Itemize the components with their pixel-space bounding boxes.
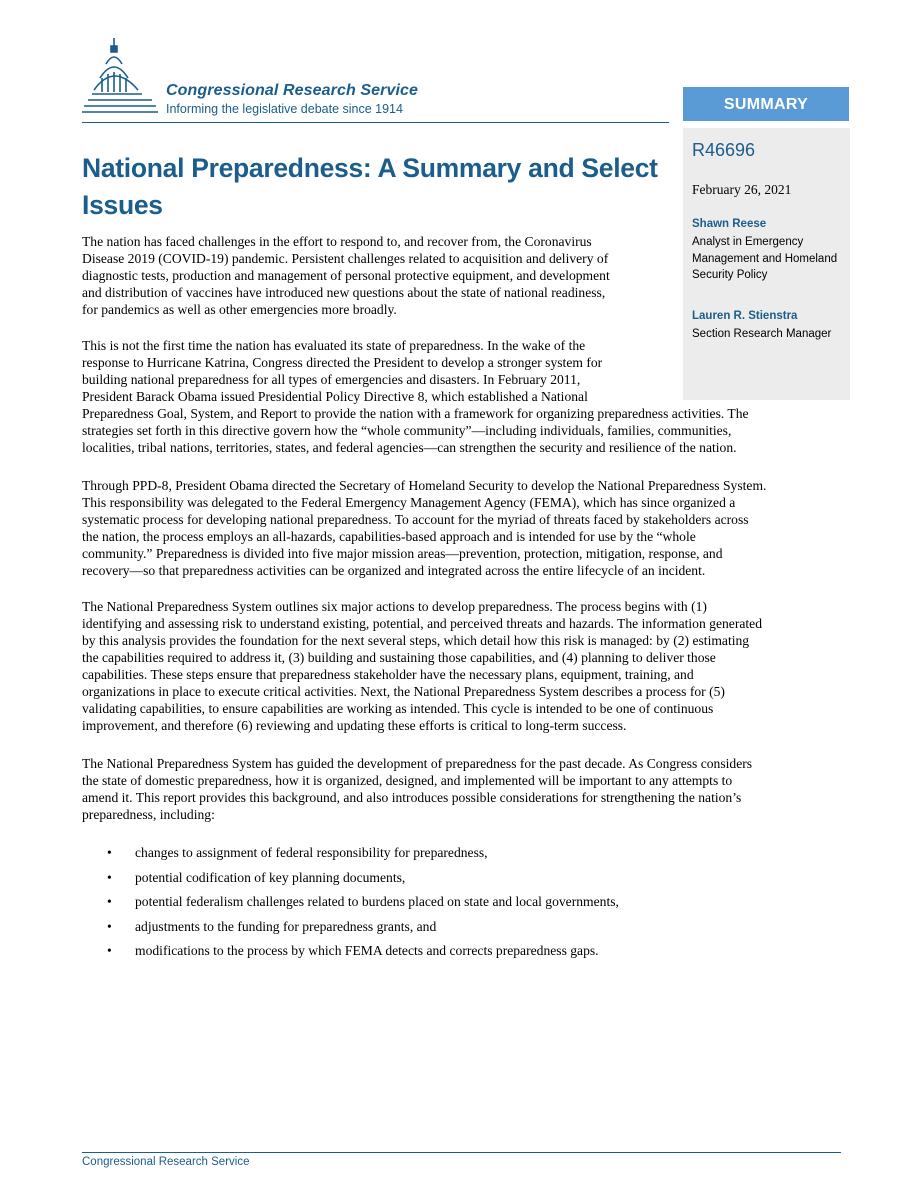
considerations-list (82, 844, 619, 967)
header-divider (82, 122, 669, 123)
bullet-icon: • (107, 894, 112, 909)
report-date: February 26, 2021 (692, 182, 792, 197)
summary-tab: SUMMARY (683, 87, 849, 121)
author-title: Analyst in Emergency Management and Homeland Security Policy (692, 236, 838, 281)
author-title: Section Research Manager (692, 328, 832, 340)
list-item: • adjustments to the funding for preparedness grants, and (107, 918, 437, 934)
bullet-icon: • (107, 918, 112, 934)
paragraph: The National Preparedness System outlines six major actions to develop preparedness. The process begins with (1) identifying and assessing risk to understand existing, potential, and perceived threats and hazards. The information generated by this analysis provides the foundation for the next several steps, which detail how this risk is managed: by (2) estimating the capabilities required to address it, (3) building and sustaining those capabilities, and (4) planning to deliver those capabilities. These steps ensure that preparedness stakeholder have the necessary plans, equipment, training, and organizations in place to execute critical activities. Next, the National Preparedness System describes a process for (5) validating capabilities, to ensure capabilities are working as intended. This cycle is intended to be one of continuous improvement, and therefore (6) reviewing and updating these efforts is critical to long-term success. (82, 599, 762, 733)
bullet-icon: • (107, 943, 112, 958)
footer-divider (82, 1152, 841, 1153)
paragraph: This is not the first time the nation has evaluated its state of preparedness. In the wake of the response to Hurricane Katrina, Congress directed the President to develop a stronger system for building national preparedness for all types of emergencies and disasters. In February 2011, President Barack Obama issued Presidential Policy Directive 8, which established a National Preparedness Goal, System, and Report to provide the nation with a framework for organizing preparedness activities. The strategies set forth in this directive govern how the “whole community”—including individuals, families, communities, localities, tribal nations, territories, states, and federal agencies—can strengthen the security and resilience of the nation. (82, 338, 749, 455)
bullet-icon: • (107, 869, 112, 885)
list-item: • modifications to the process by which FEMA detects and corrects preparedness gaps. (107, 943, 599, 958)
list-item: • potential federalism challenges related to burdens placed on state and local governments, (107, 894, 619, 909)
paragraph: Through PPD-8, President Obama directed the Secretary of Homeland Security to develop the National Preparedness System. This responsibility was delegated to the Federal Emergency Management Agency (FEMA), which has since organized a systematic process for developing national preparedness. To account for the myriad of threats faced by stakeholders across the nation, the process employs an all-hazards, capabilities-based approach and is intended for use by the “whole community.” Preparedness is divided into five major mission areas—prevention, protection, mitigation, response, and recovery—so that preparedness activities can be organized and integrated across the entire lifecycle of an incident. (82, 478, 767, 578)
org-name: Congressional Research Service (166, 82, 419, 99)
author-name: Lauren R. Stienstra (692, 310, 798, 322)
list-item: • changes to assignment of federal responsibility for preparedness, (107, 845, 488, 860)
paragraph: The National Preparedness System has guided the development of preparedness for the past decade. As Congress considers the state of domestic preparedness, how it is organized, designed, and implemented will be important to any attempts to amend it. This report provides this background, and also introduces possible considerations for strengthening the nation’s preparedness, including: (82, 756, 753, 822)
page-title: National Preparedness: A Summary and Select Issues (82, 153, 658, 220)
report-number: R46696 (692, 140, 756, 160)
bullet-icon: • (107, 845, 112, 860)
list-item: • potential codification of key planning documents, (107, 869, 406, 885)
paragraph: The nation has faced challenges in the effort to respond to, and recover from, the Coronavirus Disease 2019 (COVID-19) pandemic. Persistent challenges related to acquisition and delivery of diagnostic tests, production and management of personal protective equipment, and development and distribution of vaccines have introduced new questions about the state of national readiness, for pandemics as well as other emergencies more broadly. (82, 234, 610, 317)
org-tagline: Informing the legislative debate since 1914 (166, 102, 403, 116)
author-name: Shawn Reese (692, 218, 767, 230)
footer-text: Congressional Research Service (82, 1156, 250, 1168)
